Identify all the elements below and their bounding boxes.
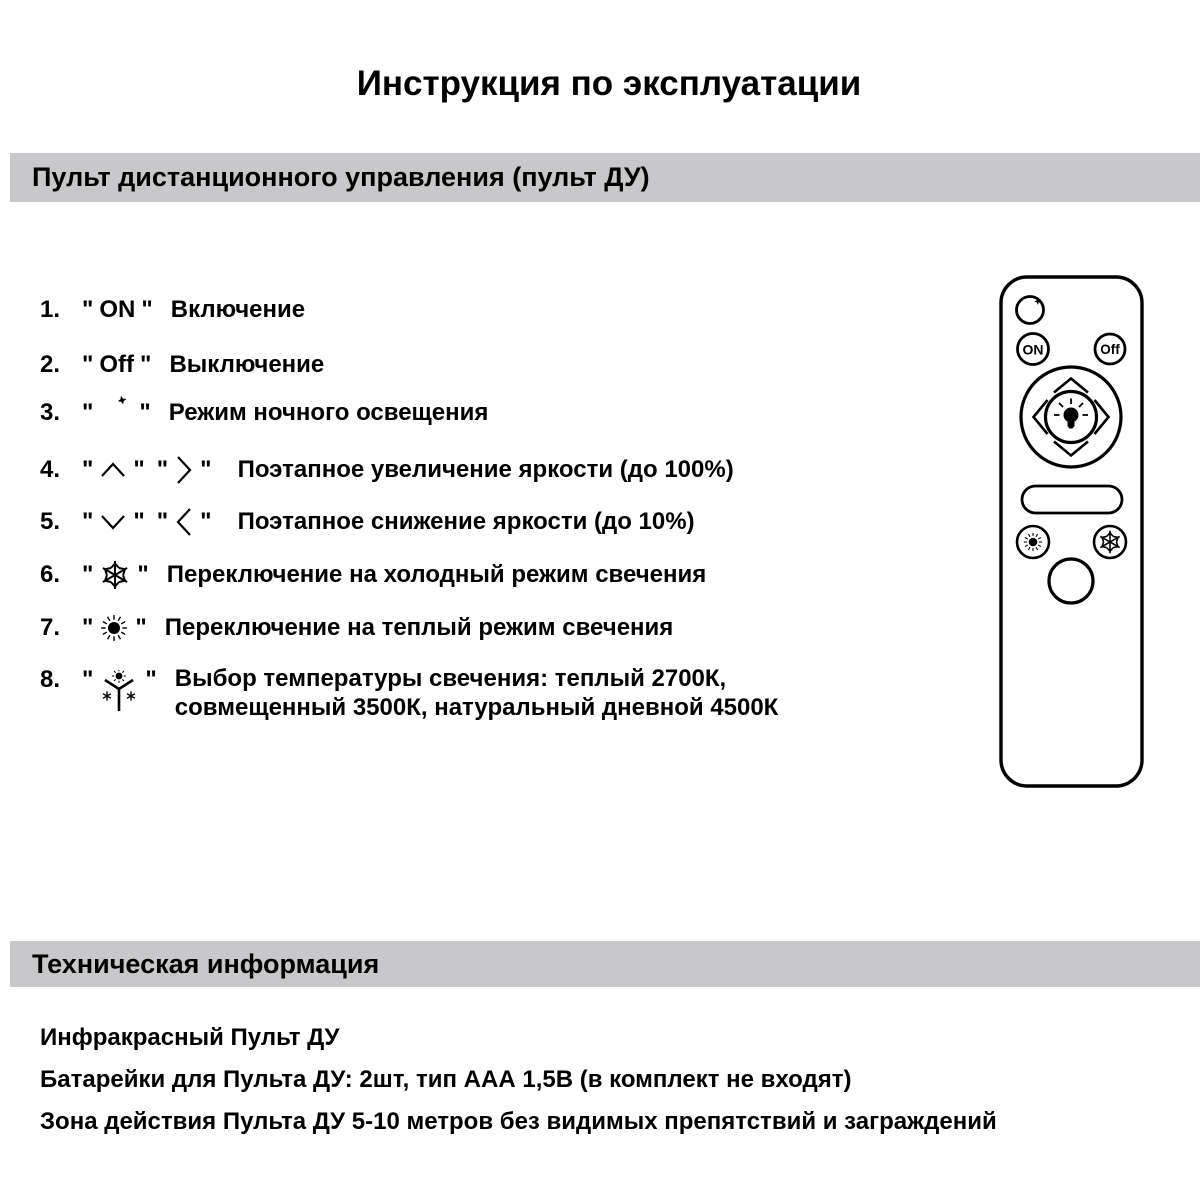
function-item-color-temperature <box>40 664 778 722</box>
on-button-label: ON <box>1022 341 1044 358</box>
function-item-cold-mode <box>40 555 706 595</box>
tech-info-line: Инфракрасный Пульт ДУ <box>40 1024 340 1051</box>
item-description: Переключение на теплый режим свечения <box>164 614 674 641</box>
function-item-on <box>40 290 305 330</box>
page-title: Инструкция по эксплуатации <box>356 64 862 103</box>
snowflake-icon <box>99 559 131 591</box>
item-description-line1: Выбор температуры свечения: теплый 2700К, <box>174 665 727 692</box>
item-description-line2: совмещенный 3500К, натуральный дневной 4500К <box>174 694 779 721</box>
quote-mark: " <box>82 399 94 426</box>
sun-icon <box>99 613 129 643</box>
quote-mark: " <box>82 296 94 323</box>
chevron-down-icon <box>99 513 127 531</box>
off-button-label: Off <box>1100 342 1120 357</box>
chevron-up-icon <box>99 461 127 479</box>
item-description: Поэтапное снижение яркости (до 10%) <box>237 508 695 535</box>
item-description: Включение <box>170 296 306 323</box>
quote-mark: " <box>82 456 94 483</box>
key-label-on: ON <box>99 296 136 323</box>
item-description: Выключение <box>169 351 325 378</box>
item-number: 6. <box>40 561 61 588</box>
key-label-off: Off <box>99 351 135 378</box>
section-header-remote-label: Пульт дистанционного управления (пульт ДУ) <box>32 162 650 192</box>
remote-control-illustration <box>995 270 1150 792</box>
item-number: 5. <box>40 508 61 535</box>
color-temperature-icon <box>99 670 139 714</box>
quote-mark: " <box>135 614 147 641</box>
quote-mark: " <box>156 508 169 535</box>
quote-mark: " <box>82 351 94 378</box>
quote-mark: " <box>133 456 145 483</box>
quote-mark: " <box>156 456 169 483</box>
quote-mark: " <box>82 614 94 641</box>
function-item-brightness-up <box>40 450 734 490</box>
quote-mark: " <box>200 456 212 483</box>
item-number: 7. <box>40 614 61 641</box>
item-number: 1. <box>40 296 61 323</box>
quote-mark: " <box>82 666 94 693</box>
function-item-brightness-down <box>40 502 695 542</box>
quote-mark: " <box>200 508 212 535</box>
function-item-off <box>40 345 324 385</box>
quote-mark: " <box>82 508 94 535</box>
section-header-tech <box>10 941 1200 987</box>
quote-mark: " <box>139 399 151 426</box>
tech-info-line: Зона действия Пульта ДУ 5-10 метров без видимых препятствий и заграждений <box>40 1108 997 1135</box>
item-description: Режим ночного освещения <box>168 399 489 426</box>
section-header-remote <box>10 153 1200 202</box>
item-description: Поэтапное увеличение яркости (до 100%) <box>237 456 734 483</box>
function-item-night-mode <box>40 393 488 433</box>
quote-mark: " <box>145 666 157 693</box>
chevron-right-icon <box>174 453 194 487</box>
item-number: 2. <box>40 351 61 378</box>
chevron-left-icon <box>174 505 194 539</box>
moon-icon <box>99 396 133 430</box>
item-number: 8. <box>40 666 61 693</box>
quote-mark: " <box>133 508 145 535</box>
function-item-warm-mode <box>40 608 673 648</box>
quote-mark: " <box>137 561 149 588</box>
item-description <box>175 664 779 722</box>
tech-info-line: Батарейки для Пульта ДУ: 2шт, тип ААА 1,5В (в комплект не входят) <box>40 1066 852 1093</box>
quote-mark: " <box>141 296 153 323</box>
item-description: Переключение на холодный режим свечения <box>166 561 707 588</box>
item-number: 3. <box>40 399 61 426</box>
quote-mark: " <box>140 351 152 378</box>
item-number: 4. <box>40 456 61 483</box>
quote-mark: " <box>82 561 94 588</box>
section-header-tech-label: Техническая информация <box>32 948 380 979</box>
